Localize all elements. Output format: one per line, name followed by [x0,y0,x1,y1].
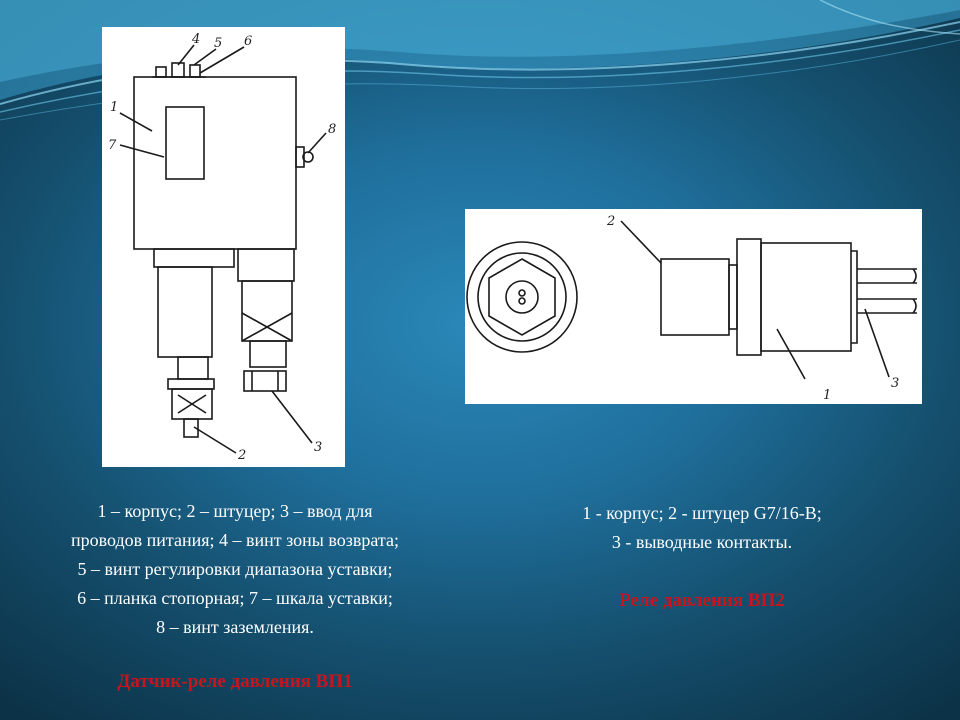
vp1-callout-7: 7 [108,138,117,153]
vp2-fitting [661,259,729,335]
vp1-caption-line: 5 – винт регулировки диапазона уставки; [77,559,393,579]
vp1-body [134,77,296,249]
vp2-callout-2: 2 [607,214,616,229]
vp1-fitting-body [158,267,212,357]
vp1-drawing-panel [102,27,345,467]
vp2-contact-break [913,269,916,283]
vp1-drawing [102,27,345,467]
vp2-caption-line: 3 - выводные контакты. [611,532,793,552]
vp1-callout-4: 4 [192,32,201,47]
vp2-callout-1: 1 [823,388,832,403]
vp1-scale-window [166,107,204,179]
vp1-callout-3: 3 [314,440,323,455]
vp1-title: Датчик-реле давления ВП1 [117,671,353,692]
vp1-caption-line: 6 – планка стопорная; 7 – шкала уставки; [77,588,393,608]
vp2-hex-nut [489,259,555,335]
vp2-drawing-panel [465,209,922,404]
vp1-top-screw [156,67,166,77]
vp1-callout-1: 1 [110,100,119,115]
vp1-caption-line: 8 – винт заземления. [156,617,314,637]
vp1-top-screw [172,63,184,77]
vp1-caption [0,497,470,642]
vp2-drawing [465,209,922,404]
vp1-callout-8: 8 [328,122,337,137]
vp2-caption-line: 1 - корпус; 2 - штуцер G7/16-B; [582,503,822,523]
vp1-cable-entry [244,371,286,391]
vp2-caption [487,499,917,557]
vp1-callout-2: 2 [238,448,247,463]
vp1-caption-line: проводов питания; 4 – винт зоны возврата; [71,530,399,550]
vp2-callout-3: 3 [891,376,900,391]
vp1-top-screw [190,65,200,77]
vp1-callout-6: 6 [244,34,253,49]
vp2-body [737,239,761,355]
vp1-caption-line: 1 – корпус; 2 – штуцер; 3 – ввод для [97,501,373,521]
vp1-callout-5: 5 [214,36,223,51]
vp2-title: Реле давления ВП2 [619,590,785,611]
